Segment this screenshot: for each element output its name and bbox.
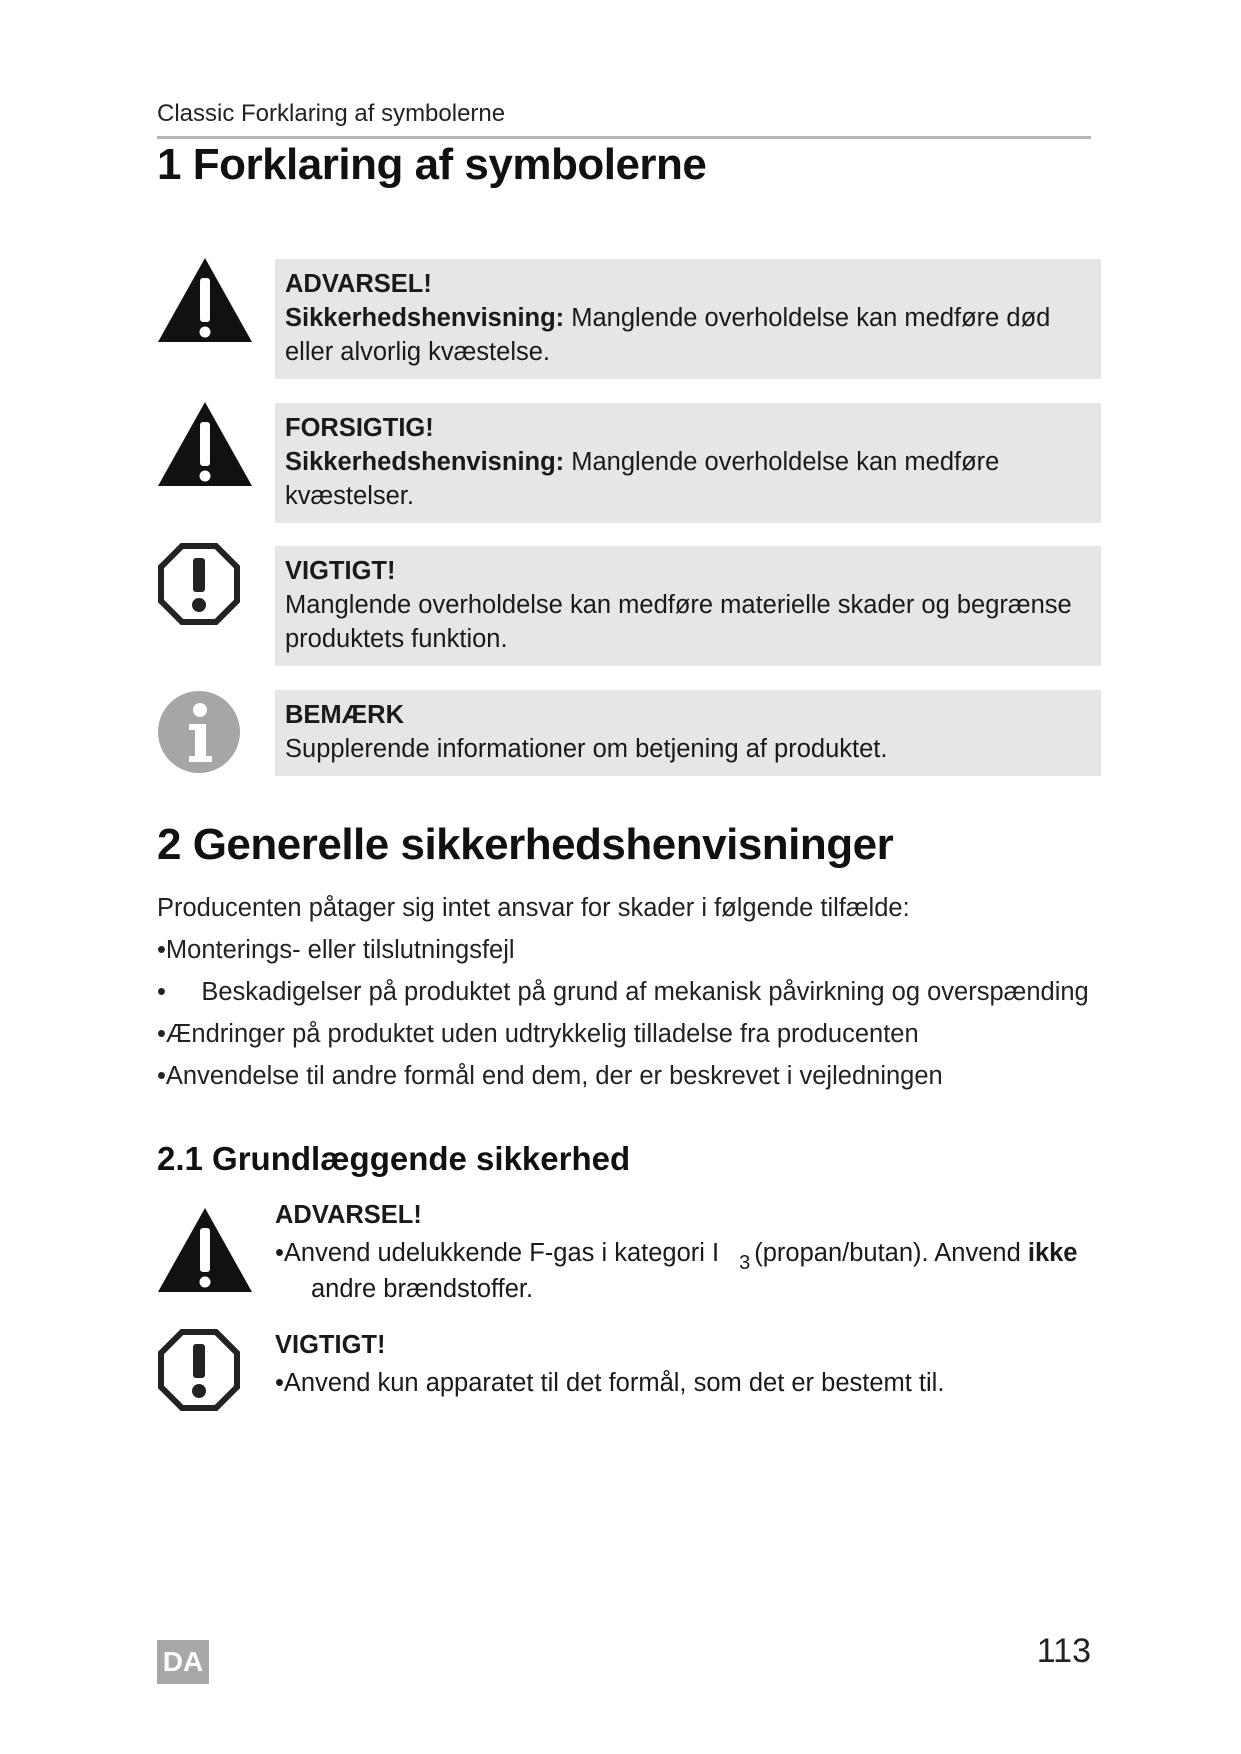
section-1-heading: 1 Forklaring af symbolerne (157, 140, 707, 189)
warning-triangle-icon (157, 1206, 253, 1296)
notice-title: ADVARSEL! (285, 270, 432, 298)
notice-lead: Sikkerhedshenvisning: (285, 448, 565, 476)
list-item: •Ændringer på produktet uden udtrykkelig tilladelse fra producenten (157, 1020, 919, 1048)
notice-advarsel (275, 259, 1101, 379)
warning-block-advarsel (275, 1198, 1095, 1306)
subscript: 3 (739, 1252, 751, 1274)
warning-title: VIGTIGT! (275, 1331, 386, 1359)
list-item: •Anvendelse til andre formål end dem, der er beskrevet i vejledningen (157, 1062, 943, 1090)
section-2-1-heading: 2.1 Grundlæggende sikkerhed (157, 1140, 631, 1177)
notice-text: Manglende overholdelse kan medføre materielle skader og begrænse produktets funktion. (285, 591, 1072, 653)
warning-line-2: andre brændstoffer. (311, 1275, 534, 1303)
warning-triangle-icon (157, 256, 253, 346)
octagon-exclamation-icon (157, 1328, 241, 1412)
notice-text: Supplerende informationer om betjening af produktet. (285, 735, 888, 763)
warning-triangle-icon (157, 400, 253, 490)
notice-lead: Sikkerhedshenvisning: (285, 304, 565, 332)
list-item: • Beskadigelser på produktet på grund af mekanisk påvirkning og overspænding (157, 978, 1089, 1006)
warning-line: •Anvend kun apparatet til det formål, som det er bestemt til. (275, 1369, 945, 1397)
info-circle-icon (157, 690, 241, 774)
notice-title: FORSIGTIG! (285, 414, 434, 442)
running-header: Classic Forklaring af symbolerne (157, 100, 1091, 139)
notice-text: Manglende overholdelse kan medføre kvæstelser. (285, 448, 1000, 510)
notice-title: BEMÆRK (285, 701, 404, 729)
notice-bemaerk (275, 690, 1101, 776)
section-2-heading: 2 Generelle sikkerhedshenvisninger (157, 820, 894, 869)
section-2-intro: Producenten påtager sig intet ansvar for skader i følgende tilfælde: (157, 894, 910, 922)
warning-title: ADVARSEL! (275, 1201, 422, 1229)
notice-forsigtig (275, 403, 1101, 523)
warning-block-vigtigt (275, 1328, 1095, 1400)
notice-text: Manglende overholdelse kan medføre død eller alvorlig kvæstelse. (285, 304, 1051, 366)
emphasis: ikke (1027, 1239, 1078, 1267)
notice-vigtigt (275, 546, 1101, 666)
octagon-exclamation-icon (157, 542, 241, 626)
notice-title: VIGTIGT! (285, 557, 396, 585)
list-item: •Monterings- eller tilslutningsfejl (157, 936, 515, 964)
warning-line-1: •Anvend udelukkende F-gas i kategori I $_3$ (propan/butan). Anvend ikke (275, 1239, 1078, 1274)
page-number: 113 (1036, 1632, 1091, 1670)
language-badge: DA (157, 1640, 209, 1684)
